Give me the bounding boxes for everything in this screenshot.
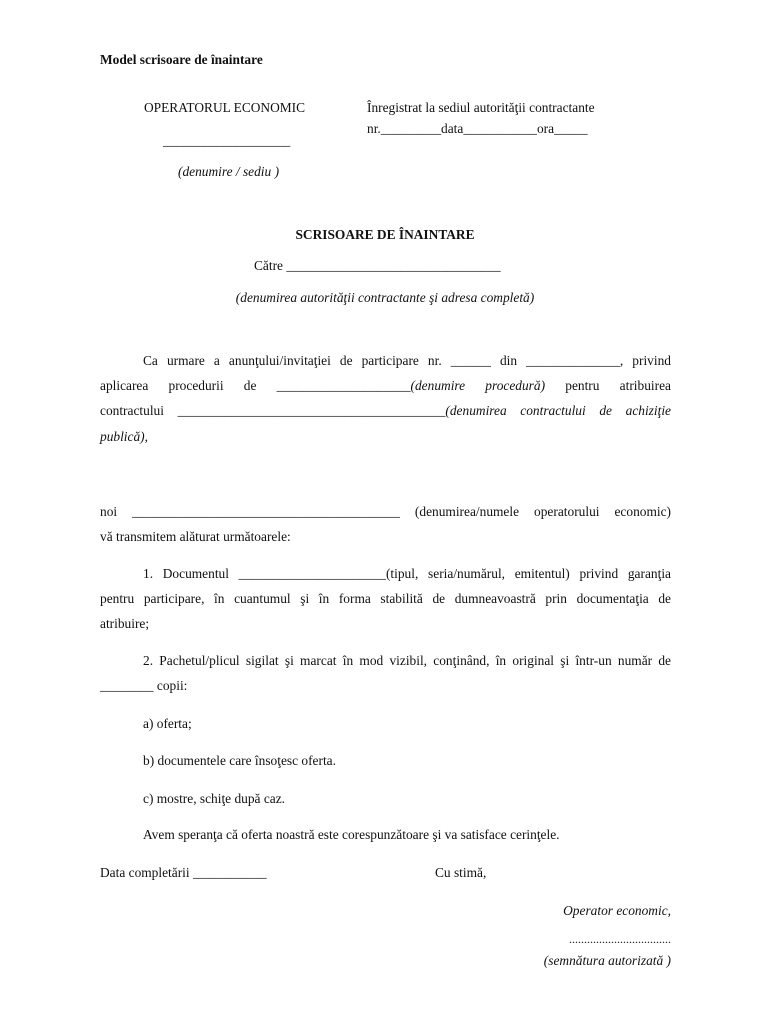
letter-title: SCRISOARE DE ÎNAINTARE: [295, 227, 475, 242]
contract-hint: (denumirea contractului de achiziţie: [445, 403, 671, 418]
recipient-line: Către ________________________________: [254, 258, 501, 273]
paragraph2-line1: noi ________________________________________ (denumirea/numele operatorului economic): [100, 504, 671, 519]
sub-item-c: c) mostre, schiţe după caz.: [143, 791, 286, 806]
paragraph1-line3-start: contractului ________________________________________: [100, 403, 446, 418]
sub-item-a: a) oferta;: [143, 716, 192, 731]
operator-label: OPERATORUL ECONOMIC: [144, 100, 306, 115]
registration-line-1: Înregistrat la sediul autorităţii contractante: [367, 100, 595, 115]
recipient-hint: (denumirea autorităţii contractante şi adresa completă): [235, 290, 535, 305]
item2-line2: ________ copii:: [100, 678, 188, 693]
paragraph1-line2: [100, 378, 671, 394]
item2-line1: 2. Pachetul/plicul sigilat şi marcat în mod vizibil, conţinând, în original şi într-un număr de: [143, 653, 671, 668]
signature-role: Operator economic,: [563, 903, 671, 918]
greeting: Cu stimă,: [435, 865, 487, 880]
date-label: Data completării ___________: [100, 865, 267, 880]
item1-line3: atribuire;: [100, 616, 150, 631]
paragraph1-line3: [100, 403, 671, 419]
model-title: Model scrisoare de înaintare: [100, 52, 263, 67]
closing-sentence: Avem speranţa că oferta noastră este corespunzătoare şi va satisface cerinţele.: [143, 827, 560, 842]
registration-line-2: nr._________data___________ora_____: [367, 121, 588, 136]
item1-line2: pentru participare, în cuantumul şi în forma stabilită de dumneavoastră prin documentaţia de: [100, 591, 671, 606]
procedure-hint: (denumire procedură): [410, 378, 546, 393]
paragraph1-line2-end: pentru atribuirea: [565, 378, 671, 393]
operator-line: ___________________: [163, 133, 291, 148]
paragraph1-line1: Ca urmare a anunţului/invitaţiei de participare nr. ______ din ______________, privind: [143, 353, 671, 368]
item1-line1: 1. Documentul ______________________(tipul, seria/numărul, emitentul) privind garanţia: [143, 566, 671, 581]
paragraph2-line2: vă transmitem alăturat următoarele:: [100, 529, 291, 544]
paragraph1-line2-start: aplicarea procedurii de ____________________: [100, 378, 411, 393]
signature-hint: (semnătura autorizată ): [543, 953, 671, 968]
sub-item-b: b) documentele care însoţesc oferta.: [143, 753, 336, 768]
signature-dots: ..................................: [569, 932, 671, 946]
paragraph1-line4: publică),: [100, 429, 148, 444]
operator-hint: (denumire / sediu ): [178, 164, 280, 179]
